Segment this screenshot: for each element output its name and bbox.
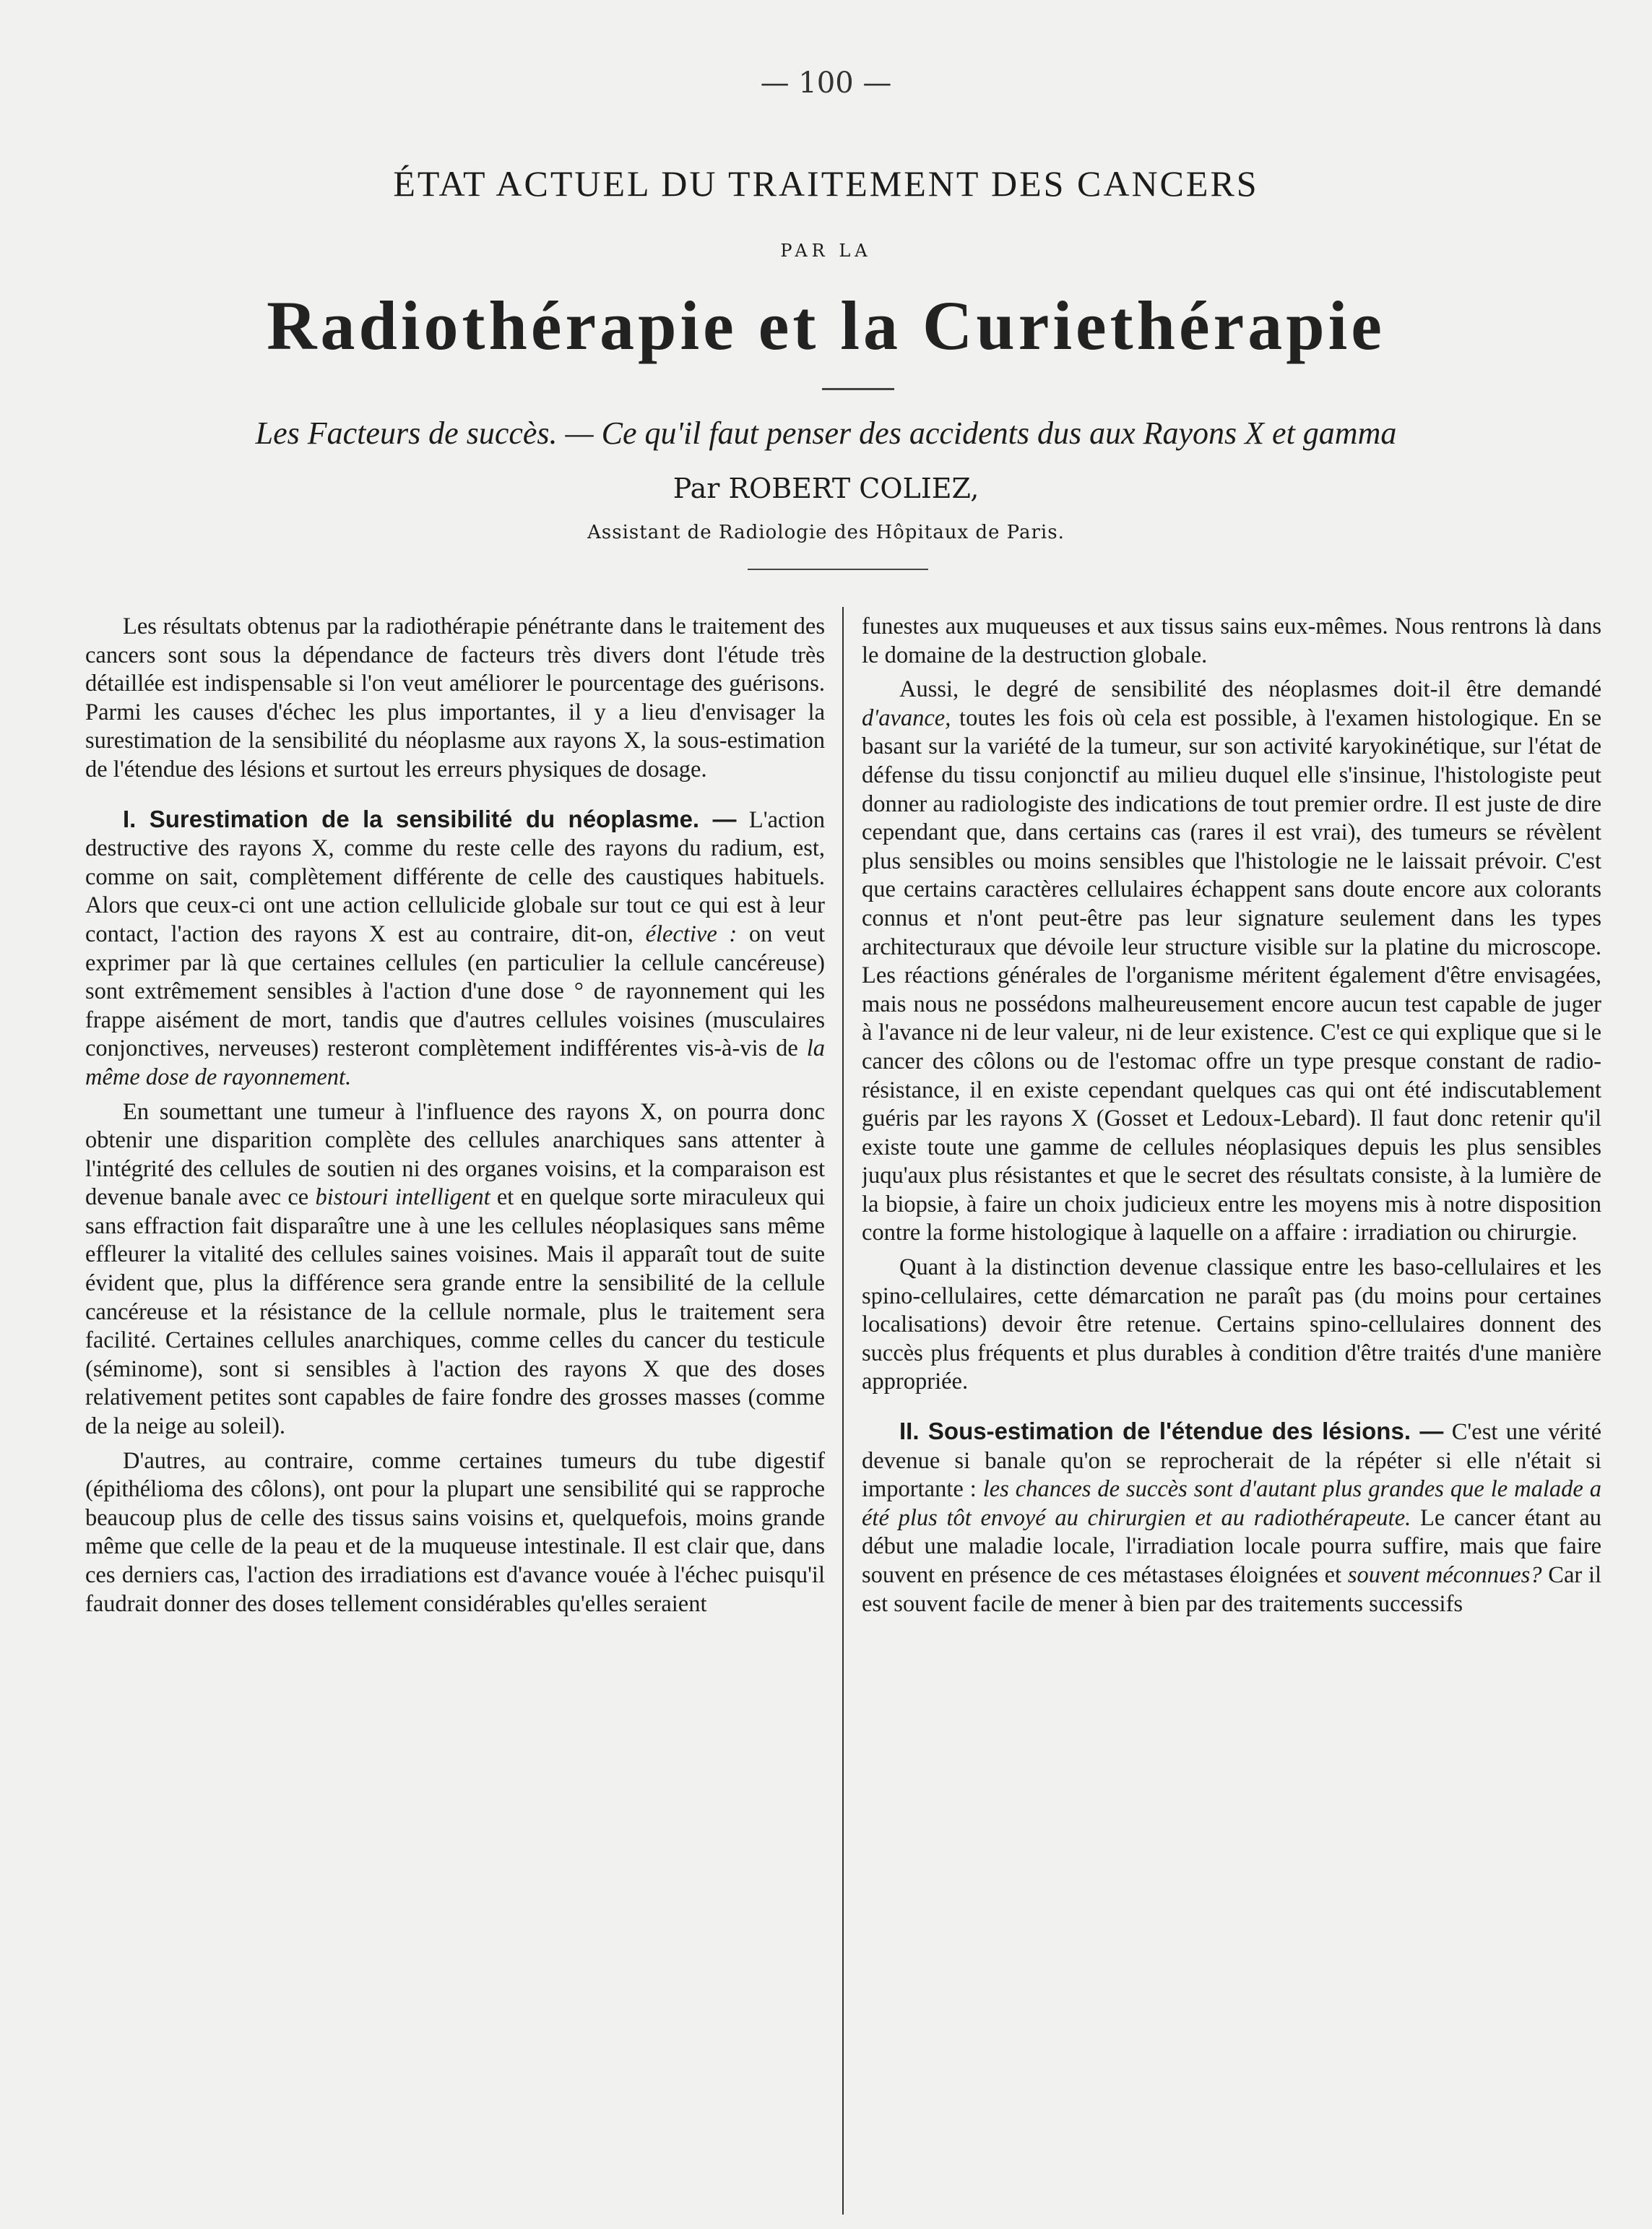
text-span: Aussi, le degré de sensibilité des néoplasmes doit-il être demandé	[899, 676, 1601, 703]
emphasis: d'avance,	[862, 704, 951, 731]
right-column	[862, 613, 1601, 2217]
column-divider	[842, 607, 844, 2215]
text-span: Le cancer étant au début une maladie locale, l'irradiation locale pourra suffire, mais que faire souvent en présence de ces métastases éloignées et	[862, 1504, 1601, 1588]
article-title: ÉTAT ACTUEL DU TRAITEMENT DES CANCERS	[393, 163, 1259, 204]
text-span: En soumettant une tumeur à l'influence des rayons X, on pourra donc obtenir une disparition complète des cellules anarchiques sans attenter à l'intégrité des cellules de soutien ni des organes voisins, et la comparaison est devenue banale avec ce	[85, 1098, 825, 1211]
section-heading-2: II. Sous-estimation de l'étendue des lésions. —	[899, 1418, 1444, 1445]
subtitle: Les Facteurs de succès. — Ce qu'il faut penser des accidents dus aux Rayons X et gamma	[255, 415, 1397, 451]
header-rule	[748, 569, 928, 570]
title-connector: PAR LA	[780, 241, 872, 261]
paragraph: Quant à la distinction devenue classique entre les baso-cellulaires et les spino-cellulaires, cette démarcation ne paraît pas (du moins pour certaines localisations) devoir être retenue. Certains spino-cellulaires donnent des succès plus fréquents et plus durables à condition d'être traités d'une manière appropriée.	[862, 1254, 1601, 1395]
text-span: C'est une vérité devenue si banale qu'on se reprocherait de la répéter si elle n'était si importante :	[862, 1419, 1601, 1503]
emphasis: les chances de succès sont d'autant plus grandes que le malade a été plus tôt envoyé au chirurgien et au radiothérapeute.	[862, 1476, 1601, 1531]
emphasis: bistouri intelligent	[315, 1184, 490, 1211]
emphasis: la même dose de rayonnement.	[85, 1035, 825, 1090]
paragraph-section-2	[862, 1417, 1601, 1618]
paragraph-intro: Les résultats obtenus par la radiothérapie pénétrante dans le traitement des cancers sont sous la dépendance de facteurs très divers dont l'étude très détaillée est indispensable si l'on veut améliorer le pourcentage des guérisons. Parmi les causes d'échec les plus importantes, il y a lieu d'envisager la surestimation de la sensibilité du néoplasme aux rayons X, la sous-estimation de l'étendue des lésions et surtout les erreurs physiques de dosage.	[85, 613, 825, 782]
text-span: L'action destructive des rayons X, comme du reste celle des rayons du radium, est, comme on sait, complètement différente de celle des caustiques habituels. Alors que ceux-ci ont une action cellulicide globale sur tout ce qui est à leur contact, l'action des rayons X est au contraire, dit-on,	[85, 806, 825, 947]
section-heading-1: I. Surestimation de la sensibilité du néoplasme. —	[123, 805, 737, 832]
text-span: toutes les fois où cela est possible, à l'examen histologique. En se basant sur la variété de la tumeur, sur son activité karyokinétique, sur l'état de défense du tissu conjonctif au milieu duquel elle s'insinue, l'histologiste peut donner au radiologiste des indications de tout premier ordre. Il est juste de dire cependant que, dans certains cas (rares il est vrai), des tumeurs se révèlent plus sensibles ou moins sensibles que l'histologie ne le laissait prévoir. C'est que certains caractères cellulaires échappent sans doute encore aux colorants connus et n'ont peut-être pas leur signature seulement dans les types architecturaux que dévoile leur structure visible sur la platine du microscope. Les réactions générales de l'organisme méritent également d'être envisagées, mais nous ne possédons malheureusement encore aucun test capable de juger à l'avance ni de leur valeur, ni de leur existence. C'est ce qui explique que si le cancer des côlons ou de l'estomac offre un type presque constant de radio-résistance, il en existe cependant quelques cas qui ont été indiscutablement guéris par les rayons X (Gosset et Ledoux-Lebard). Il faut donc retenir qu'il existe toute une gamme de cellules néoplasiques depuis les plus sensibles juqu'aux plus résistantes et que le secret des résultats consiste, à la lumière de la biopsie, à faire un choix judicieux entre les moyens mis à notre disposition contre la forme histologique à laquelle on a affaire : irradiation ou chirurgie.	[862, 704, 1601, 1246]
title-rule	[822, 388, 894, 390]
emphasis: souvent méconnues?	[1347, 1562, 1542, 1588]
paragraph-continued: funestes aux muqueuses et aux tissus sains eux-mêmes. Nous rentrons là dans le domaine de la destruction globale.	[862, 613, 1601, 668]
paragraph	[85, 1098, 825, 1441]
author: Par ROBERT COLIEZ,	[673, 473, 979, 504]
paragraph-section-1	[85, 805, 825, 1092]
text-span: Car il est souvent facile de mener à bien par des traitements successifs	[862, 1562, 1601, 1617]
affiliation: Assistant de Radiologie des Hôpitaux de Paris.	[587, 522, 1065, 543]
page-number: — 100 —	[760, 66, 892, 100]
text-span: et en quelque sorte miraculeux qui sans effraction fait disparaître une à une les cellules néoplasiques sans même effleurer la vitalité des cellules saines voisines. Mais il apparaît tout de suite évident que, plus la différence sera grande entre la sensibilité de la cellule cancéreuse et la résistance de la cellule normale, plus le traitement sera facilité. Certaines cellules anarchiques, comme celles du cancer du testicule (séminome), sont si sensibles à l'action des rayons X que des doses relativement petites sont capables de faire fondre des grosses masses (comme de la neige au soleil).	[85, 1184, 825, 1440]
left-column	[85, 613, 825, 2217]
paragraph	[862, 676, 1601, 1248]
emphasis: élective :	[645, 921, 738, 947]
main-title: Radiothérapie et la Curiethérapie	[267, 287, 1385, 364]
paragraph: D'autres, au contraire, comme certaines tumeurs du tube digestif (épithélioma des côlons), ont pour la plupart une sensibilité qui se rapproche beaucoup plus de celle des tissus sains voisins et, quelquefois, moins grande même que celle de la peau et de la muqueuse intestinale. Il est clair que, dans ces derniers cas, l'action des irradiations est d'avance vouée à l'échec puisqu'il faudrait donner des doses tellement considérables qu'elles seraient	[85, 1447, 825, 1617]
text-span: on veut exprimer par là que certaines cellules (en particulier la cellule cancéreuse) sont extrêmement sensibles à l'action d'une dose ° de rayonnement qui les frappe aisément de mort, tandis que d'autres cellules voisines (musculaires conjonctives, nerveuses) resteront complètement indifférentes vis-à-vis de	[85, 921, 825, 1062]
